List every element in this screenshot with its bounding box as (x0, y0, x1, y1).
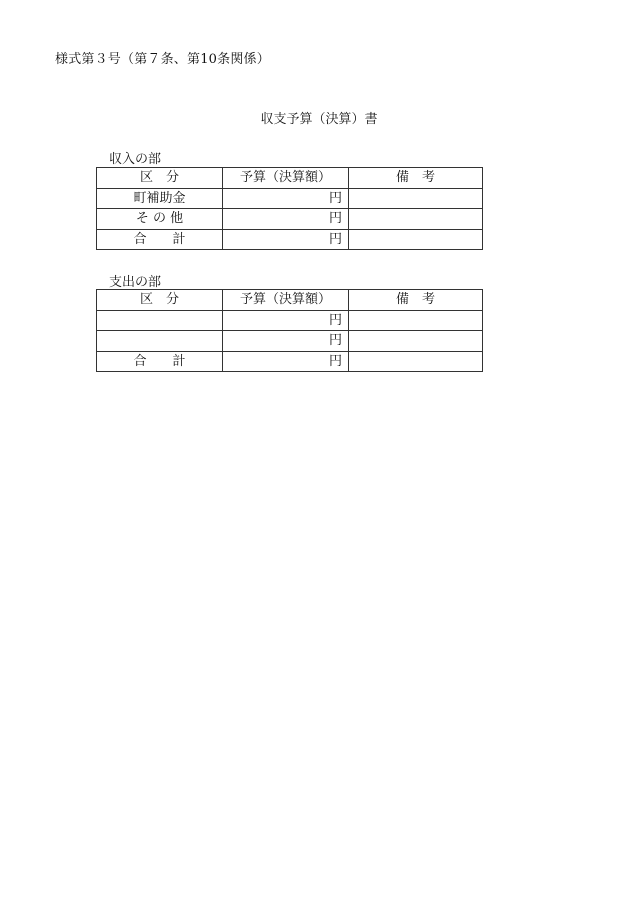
row-note (349, 209, 483, 230)
row-amount: 円 (223, 229, 349, 250)
row-amount: 円 (223, 351, 349, 372)
table-row-total (97, 229, 483, 250)
table-row (97, 188, 483, 209)
row-note (349, 229, 483, 250)
row-note (349, 310, 483, 331)
row-note (349, 188, 483, 209)
header-amount: 予算（決算額） (223, 290, 349, 311)
document-title: 収支予算（決算）書 (260, 112, 378, 127)
table-header-row (97, 290, 483, 311)
header-note: 備 考 (349, 168, 483, 189)
table-row-total (97, 351, 483, 372)
table-row (97, 331, 483, 352)
row-note (349, 331, 483, 352)
row-note (349, 351, 483, 372)
expense-section-label: 支出の部 (109, 275, 162, 290)
income-section-label: 収入の部 (109, 152, 162, 167)
row-category: 合 計 (97, 351, 223, 372)
row-category: 町補助金 (97, 188, 223, 209)
row-amount: 円 (223, 209, 349, 230)
row-category: そ の 他 (97, 209, 223, 230)
header-amount: 予算（決算額） (223, 168, 349, 189)
header-category: 区 分 (97, 168, 223, 189)
row-category: 合 計 (97, 229, 223, 250)
header-category: 区 分 (97, 290, 223, 311)
expense-table (96, 289, 483, 372)
row-amount: 円 (223, 331, 349, 352)
row-amount: 円 (223, 310, 349, 331)
row-amount: 円 (223, 188, 349, 209)
table-header-row (97, 168, 483, 189)
table-row (97, 209, 483, 230)
row-category (97, 331, 223, 352)
row-category (97, 310, 223, 331)
header-note: 備 考 (349, 290, 483, 311)
form-number: 様式第３号（第７条、第10条関係） (55, 52, 270, 67)
income-table (96, 167, 483, 250)
table-row (97, 310, 483, 331)
